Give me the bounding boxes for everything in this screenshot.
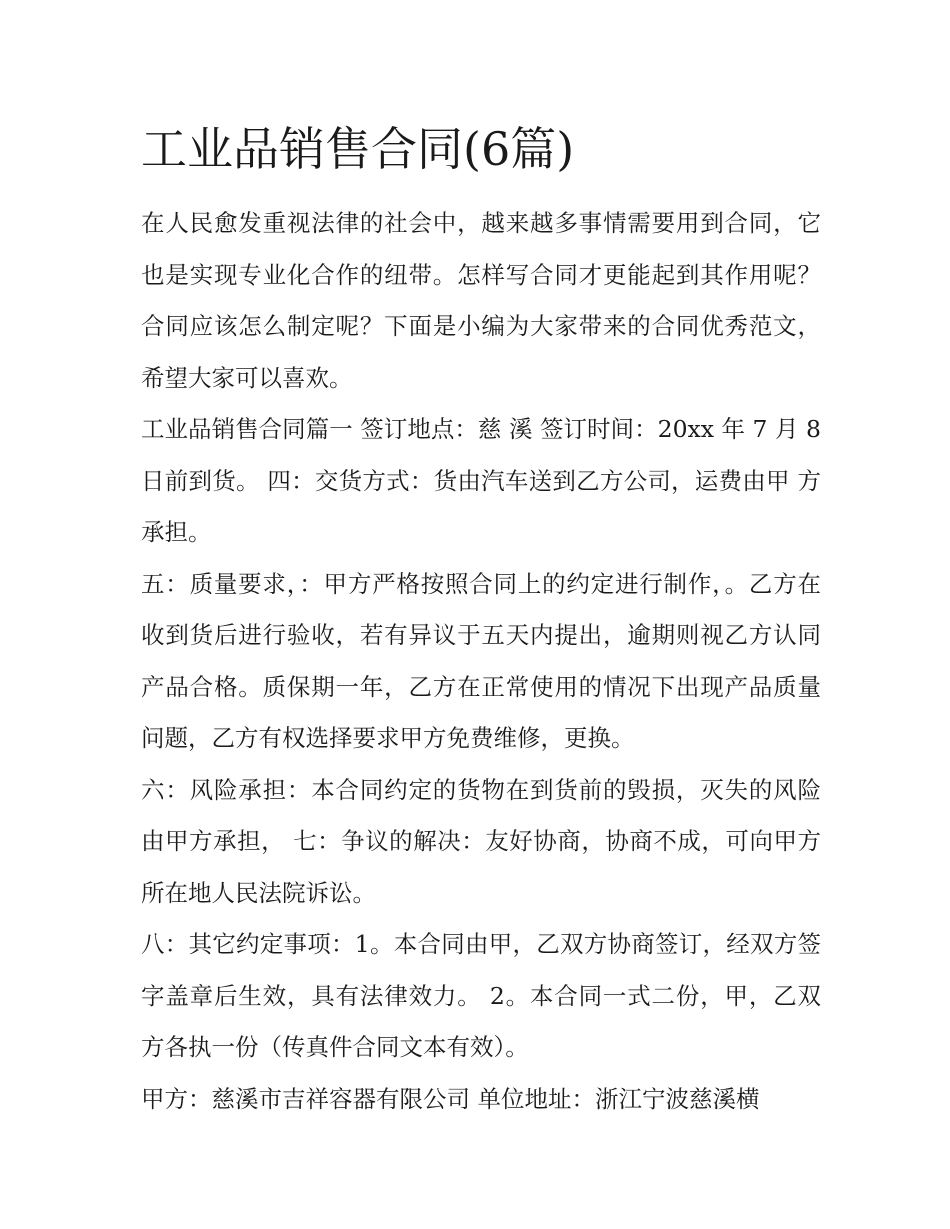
paragraph-intro: 在人民愈发重视法律的社会中，越来越多事情需要用到合同，它也是实现专业化合作的纽带。怎样写合同才更能起到其作用呢？合同应该怎么制定呢？下面是小编为大家带来的合同优秀范文，希望大家可以喜欢。	[141, 209, 821, 392]
paragraph-contract-one: 工业品销售合同篇一 签订地点：慈 溪 签订时间：20xx 年 7 月 8 日前到货。 四：交货方式：货由汽车送到乙方公司，运费由甲 方承担。	[141, 415, 821, 546]
paragraph-risk: 六：风险承担：本合同约定的货物在到货前的毁损，灭失的风险由甲方承担， 七：争议的解决：友好协商，协商不成，可向甲方所在地人民法院诉讼。	[141, 775, 821, 907]
paragraph-quality: 五：质量要求，：甲方严格按照合同上的约定进行制作，。乙方在收到货后进行验收，若有异议于五天内提出，逾期则视乙方认同产品合格。质保期一年，乙方在正常使用的情况下出现产品质量问题，乙方有权选择要求甲方免费维修，更换。	[141, 569, 821, 752]
paragraph-party-a: 甲方：慈溪市吉祥容器有限公司 单位地址：浙江宁波慈溪横	[141, 1084, 760, 1113]
document-body	[141, 118, 821, 1125]
document-title: 工业品销售合同(6篇)	[141, 122, 575, 176]
paragraph-other-terms: 八：其它约定事项：1。本合同由甲，乙双方协商签订，经双方签字盖章后生效，具有法律效力。 2。本合同一式二份，甲，乙双方各执一份（传真件合同文本有效）。	[141, 930, 821, 1061]
